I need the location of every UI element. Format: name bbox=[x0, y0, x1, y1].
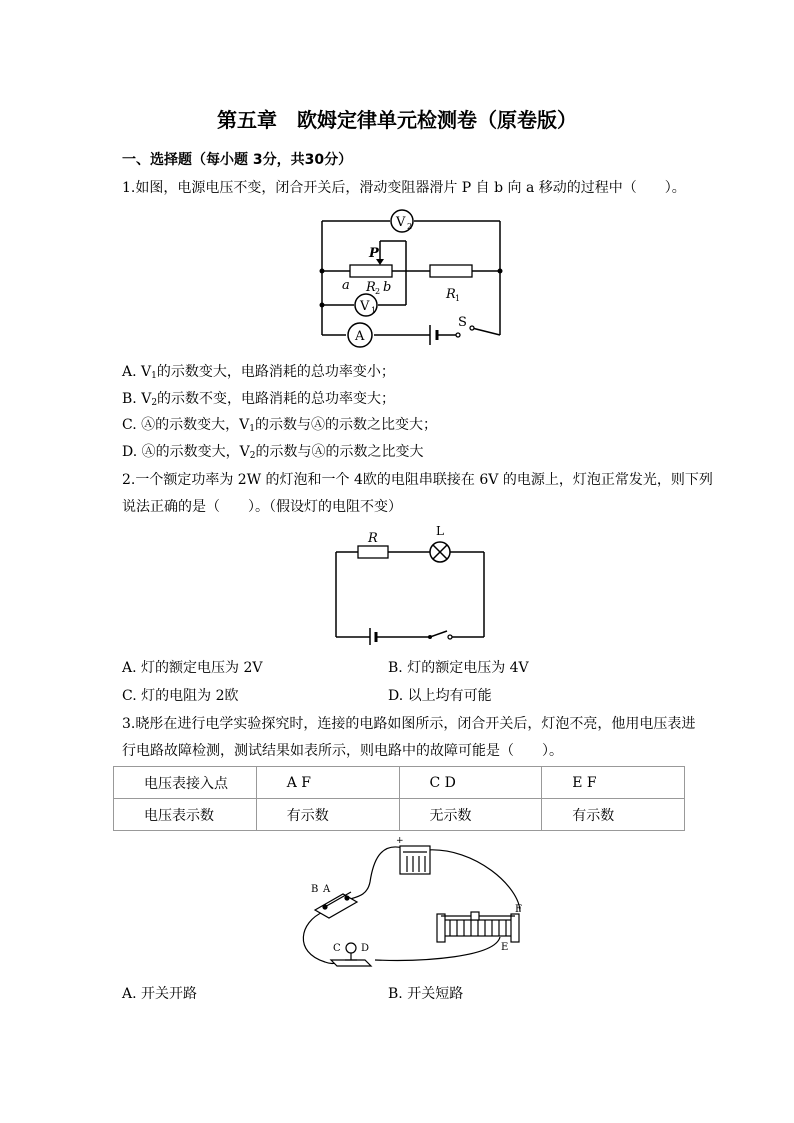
terminal-f-label: F bbox=[515, 904, 522, 915]
table-cell: 有示数 bbox=[542, 799, 685, 831]
table-row bbox=[114, 767, 685, 799]
question-3-line-1: 3.晓彤在进行电学实验探究时，连接的电路如图所示，闭合开关后，灯泡不亮，他用电压表进 bbox=[122, 716, 696, 732]
resistor-r-label: R bbox=[368, 531, 378, 546]
table-cell: C D bbox=[399, 767, 542, 799]
terminal-c-label: C bbox=[333, 943, 341, 954]
question-1-stem: 1.如图，电源电压不变，闭合开关后，滑动变阻器滑片 P 自 b 向 a 移动的过程中（ ）。 bbox=[122, 180, 686, 196]
terminal-b-label: B bbox=[311, 884, 319, 895]
ammeter-label: A bbox=[355, 329, 365, 344]
table-row bbox=[114, 799, 685, 831]
q2-circuit-diagram bbox=[330, 525, 490, 645]
question-2-line-1: 2.一个额定功率为 2W 的灯泡和一个 4欧的电阻串联接在 6V 的电源上，灯泡正常发光，则下列 bbox=[122, 472, 713, 488]
r2-sub: 2 bbox=[375, 287, 381, 296]
table-cell: 有示数 bbox=[256, 799, 399, 831]
table-cell: E F bbox=[542, 767, 685, 799]
v1-meter-label: V bbox=[360, 299, 370, 314]
q3-option-b: B. 开关短路 bbox=[388, 986, 464, 1002]
r1-label: R bbox=[446, 287, 456, 302]
q2-option-a: A. 灯的额定电压为 2V bbox=[122, 660, 263, 676]
q1-circuit-diagram bbox=[310, 205, 510, 350]
q2-option-c: C. 灯的电阻为 2欧 bbox=[122, 688, 239, 704]
table-cell: A F bbox=[256, 767, 399, 799]
v1-meter-sub: 1 bbox=[371, 306, 377, 315]
r1-sub: 1 bbox=[455, 294, 461, 303]
terminal-b-label: b bbox=[383, 280, 392, 295]
r2-label: R bbox=[366, 280, 376, 295]
page-title: 第五章 欧姆定律单元检测卷（原卷版） bbox=[217, 108, 577, 132]
table-cell: 电压表示数 bbox=[114, 799, 257, 831]
table-cell: 电压表接入点 bbox=[114, 767, 257, 799]
slider-p-label: P bbox=[369, 246, 379, 261]
terminal-d-label: D bbox=[361, 943, 370, 954]
lamp-l-label: L bbox=[436, 525, 444, 538]
q1-option-c: C. Ⓐ的示数变大，$V_1$的示数与Ⓐ的示数之比变大； bbox=[122, 417, 437, 434]
switch-s-label: S bbox=[458, 315, 467, 330]
terminal-a-label: A bbox=[323, 884, 331, 895]
q2-option-d: D. 以上均有可能 bbox=[388, 688, 492, 704]
terminal-e-label: E bbox=[501, 942, 509, 953]
q1-option-a: A. $V_1$的示数变大，电路消耗的总功率变小； bbox=[122, 364, 395, 381]
section-heading: 一、选择题（每小题 3分，共30分） bbox=[122, 152, 353, 168]
voltmeter-test-table bbox=[113, 766, 685, 831]
q1-option-d: D. Ⓐ的示数变大，$V_2$的示数与Ⓐ的示数之比变大 bbox=[122, 444, 424, 461]
question-2-line-2: 说法正确的是（ ）。（假设灯的电阻不变） bbox=[122, 499, 402, 515]
q2-option-b: B. 灯的额定电压为 4V bbox=[388, 660, 529, 676]
q3-circuit-illustration bbox=[295, 832, 535, 972]
table-cell: 无示数 bbox=[399, 799, 542, 831]
v2-meter-sub: 2 bbox=[407, 222, 413, 231]
question-3-line-2: 行电路故障检测，测试结果如表所示，则电路中的故障可能是（ ）。 bbox=[122, 743, 563, 759]
q3-option-a: A. 开关开路 bbox=[122, 986, 198, 1002]
v2-meter-label: V bbox=[396, 215, 406, 230]
terminal-a-label: a bbox=[342, 278, 350, 293]
q1-option-b: B. $V_2$的示数不变，电路消耗的总功率变大； bbox=[122, 391, 396, 408]
battery-plus-label: + bbox=[396, 836, 404, 846]
